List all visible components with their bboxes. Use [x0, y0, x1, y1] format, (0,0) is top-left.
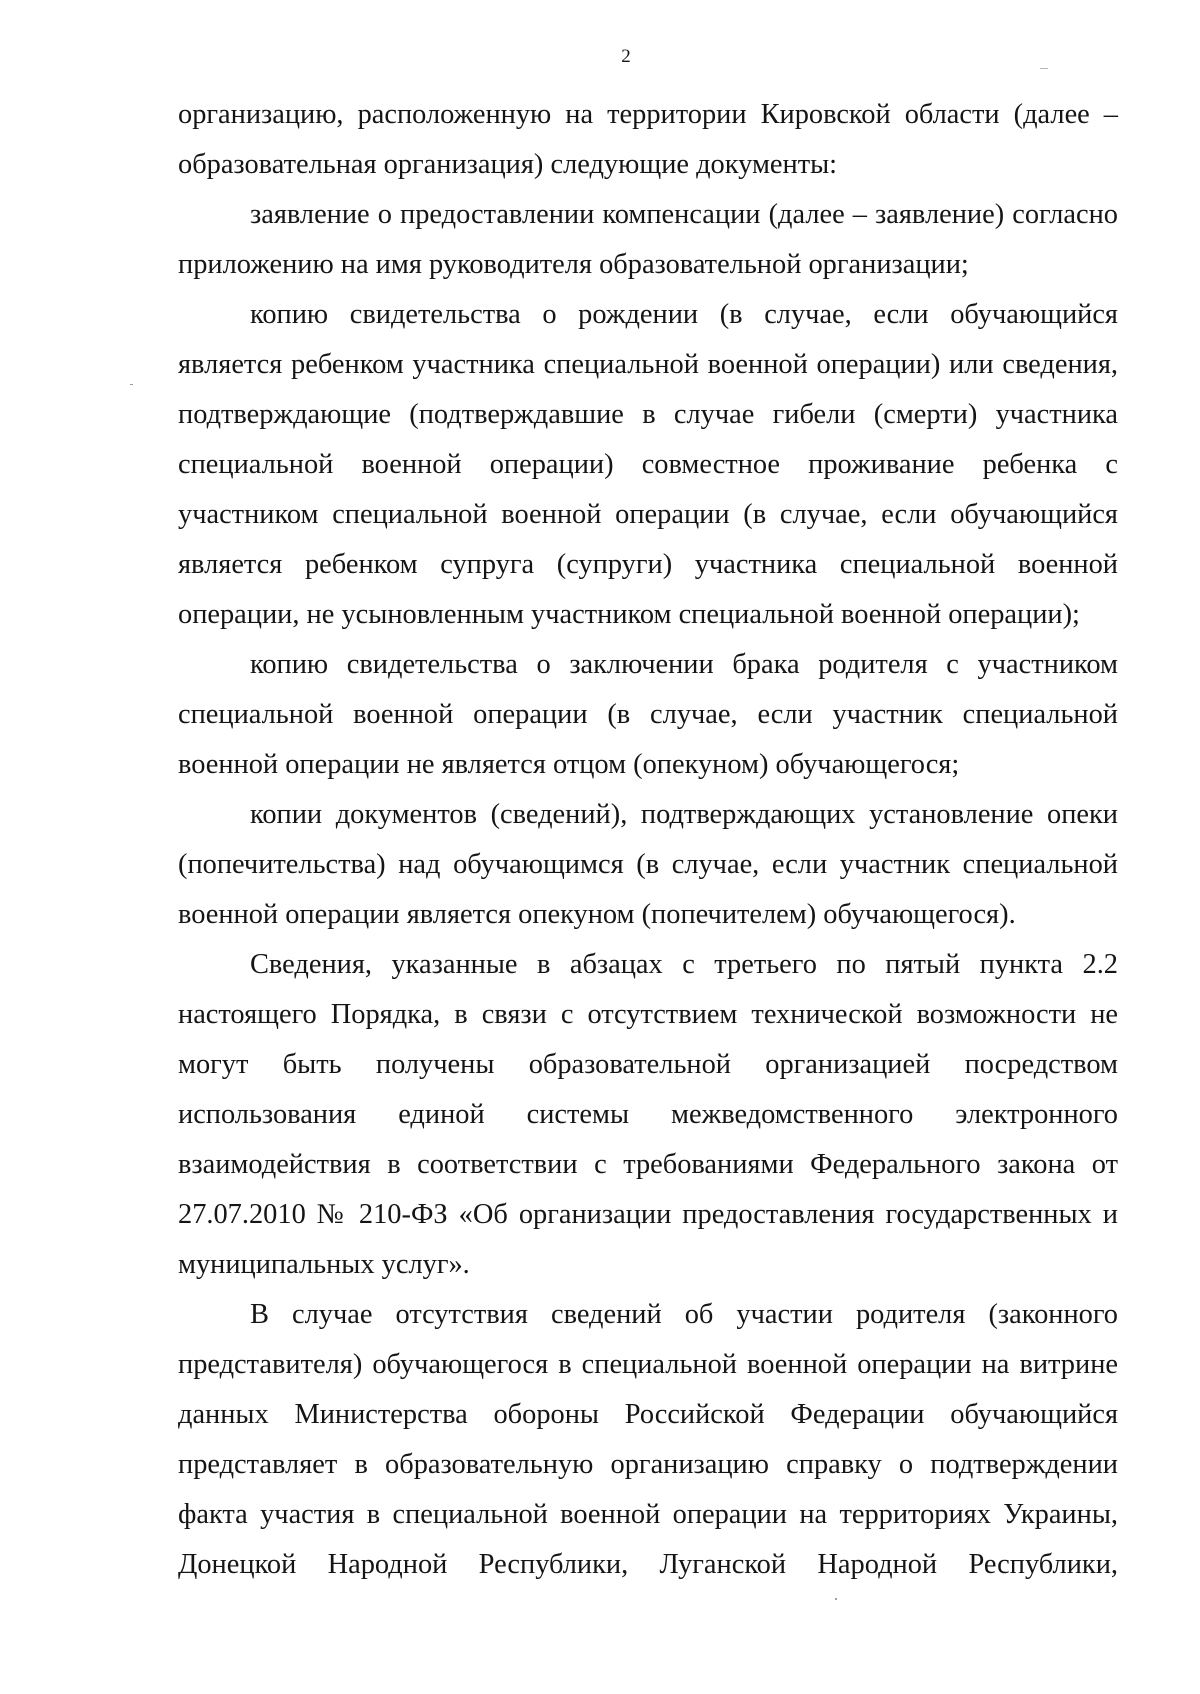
paragraph-birth-certificate: копию свидетельства о рождении (в случае, если обучающийся является ребенком участника специальной военной операции) или сведения, подтверждающие (подтверждавшие в случае гибели (смерти) участника специальной военной операции) совместное проживание ребенка с участником специальной военной операции (в случае, если обучающийся является ребенком супруга (супруги) участника специальной военной операции, не усыновленным участником специальной военной операции);: [178, 299, 1118, 630]
paragraph-application: заявление о предоставлении компенсации (далее – заявление) согласно приложению на имя руководителя образовательной организации;: [178, 199, 1118, 280]
scan-speck: [835, 1598, 837, 1600]
document-body: [178, 90, 1118, 1590]
paragraph-marriage-certificate: копию свидетельства о заключении брака родителя с участником специальной военной операции (в случае, если участник специальной военной операции не является отцом (опекуном) обучающегося;: [178, 649, 1118, 780]
scan-speck: [130, 384, 133, 385]
paragraph-information-note: Сведения, указанные в абзацах с третьего по пятый пункта 2.2 настоящего Порядка, в связи с отсутствием технической возможности не могут быть получены образовательной организацией посредством использования единой системы межведомственного электронного взаимодействия в соответствии с требованиями Федерального закона от 27.07.2010 № 210-ФЗ «Об организации предоставления государственных и муниципальных услуг».: [178, 949, 1118, 1280]
paragraph-continuation: организацию, расположенную на территории Кировской области (далее – образовательная организация) следующие документы:: [178, 99, 1118, 180]
page-number: 2: [621, 46, 631, 67]
paragraph-participation-certificate: В случае отсутствия сведений об участии родителя (законного представителя) обучающегося в специальной военной операции на витрине данных Министерства обороны Российской Федерации обучающийся представляет в образовательную организацию справку о подтверждении факта участия в специальной военной операции на территориях Украины, Донецкой Народной Республики, Луганской Народной Республики,: [178, 1299, 1118, 1580]
paragraph-guardianship-documents: копии документов (сведений), подтверждающих установление опеки (попечительства) над обучающимся (в случае, если участник специальной военной операции является опекуном (попечителем) обучающегося).: [178, 799, 1118, 930]
scan-speck: [1040, 68, 1048, 69]
